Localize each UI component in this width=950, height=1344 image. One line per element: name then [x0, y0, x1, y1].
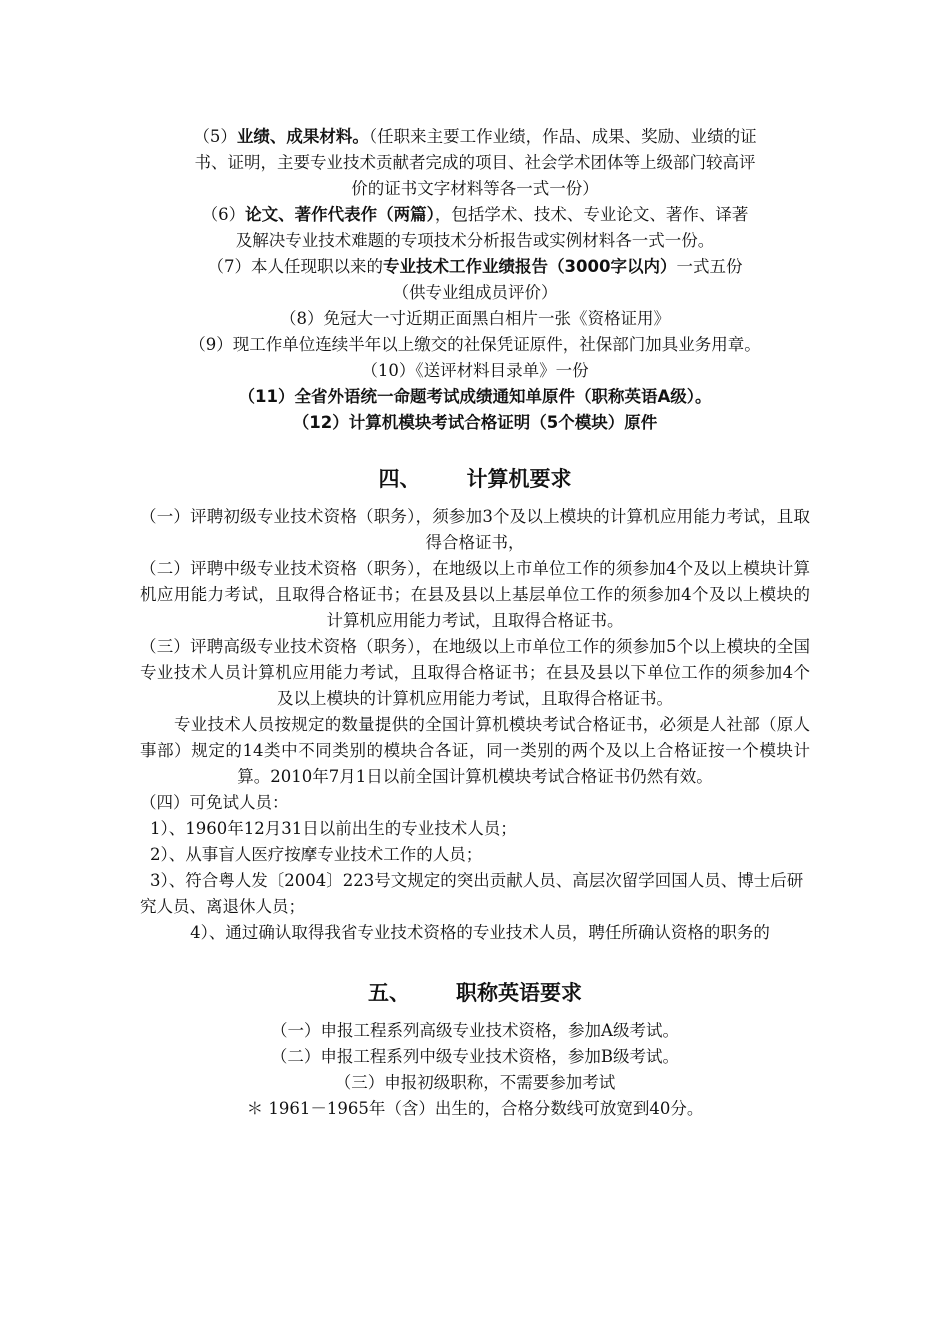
- section-5-heading: [140, 980, 810, 1006]
- exempt-item-4: 4）、通过确认取得我省专业技术资格的专业技术人员，聘任所确认资格的职务的: [190, 923, 770, 942]
- document-page: [140, 124, 810, 1122]
- section-4-paragraph-2: （二）评聘中级专业技术资格（职务），在地级以上市单位工作的须参加4个及以上模块计算机应用能力考试，且取得合格证书；在县及县以上基层单位工作的须参加4个及以上模块的计算机应用能力考试，且取得合格证书。: [140, 559, 810, 630]
- section-5-title: 职称英语要求: [456, 981, 582, 1005]
- material-item-11: （11）全省外语统一命题考试成绩通知单原件（职称英语A级）。: [238, 387, 712, 406]
- section-4-paragraph-4: 专业技术人员按规定的数量提供的全国计算机模块考试合格证书，必须是人社部（原人事部）规定的14类中不同类别的模块合各证，同一类别的两个及以上合格证按一个模块计算。2010年7月1日以前全国计算机模块考试合格证书仍然有效。: [140, 715, 810, 786]
- material-item-7: （7）本人任现职以来的专业技术工作业绩报告（3000字以内）一式五份 （供专业组成员评价）: [207, 257, 743, 302]
- material-item-6: （6）论文、著作代表作（两篇），包括学术、技术、专业论文、著作、译著 及解决专业技术难题的专项技术分析报告或实例材料各一式一份。: [201, 205, 749, 250]
- section-4-number: 四、: [378, 467, 421, 491]
- exempt-item-2: 2）、从事盲人医疗按摩专业技术工作的人员；: [150, 845, 483, 864]
- material-item-12: （12）计算机模块考试合格证明（5个模块）原件: [292, 413, 658, 432]
- section-5-line-4: ＊ 1961－1965年（含）出生的，合格分数线可放宽到40分。: [246, 1099, 704, 1118]
- exempt-item-1: 1）、1960年12月31日以前出生的专业技术人员；: [150, 819, 517, 838]
- exempt-item-3: 3）、符合粤人发〔2004〕223号文规定的突出贡献人员、高层次留学回国人员、博士后研究人员、离退休人员；: [140, 871, 804, 916]
- material-item-9: （9）现工作单位连续半年以上缴交的社保凭证原件，社保部门加具业务用章。: [189, 335, 761, 354]
- section-5-line-3: （三）申报初级职称，不需要参加考试: [334, 1073, 616, 1092]
- material-item-8: （8）免冠大一寸近期正面黑白相片一张《资格证用》: [280, 309, 670, 328]
- exempt-title: （四）可免试人员：: [140, 793, 289, 812]
- section-4-title: 计算机要求: [466, 467, 572, 491]
- section-4-paragraph-3: （三）评聘高级专业技术资格（职务），在地级以上市单位工作的须参加5个以上模块的全国专业技术人员计算机应用能力考试，且取得合格证书；在县及县以下单位工作的须参加4个及以上模块的计算机应用能力考试，且取得合格证书。: [140, 637, 810, 708]
- section-5-line-1: （一）申报工程系列高级专业技术资格，参加A级考试。: [271, 1021, 679, 1040]
- section-4-paragraph-1: （一）评聘初级专业技术资格（职务），须参加3个及以上模块的计算机应用能力考试，且取得合格证书，: [140, 507, 810, 552]
- material-item-5: （5）业绩、成果材料。（任职来主要工作业绩，作品、成果、奖励、业绩的证 书、证明，主要专业技术贡献者完成的项目、社会学术团体等上级部门较高评 价的证书文字材料等各一式一份）: [193, 127, 757, 198]
- material-item-10: （10）《送评材料目录单》一份: [361, 361, 589, 380]
- section-4-heading: [140, 466, 810, 492]
- section-5-line-2: （二）申报工程系列中级专业技术资格，参加B级考试。: [270, 1047, 680, 1066]
- section-5-number: 五、: [368, 981, 410, 1005]
